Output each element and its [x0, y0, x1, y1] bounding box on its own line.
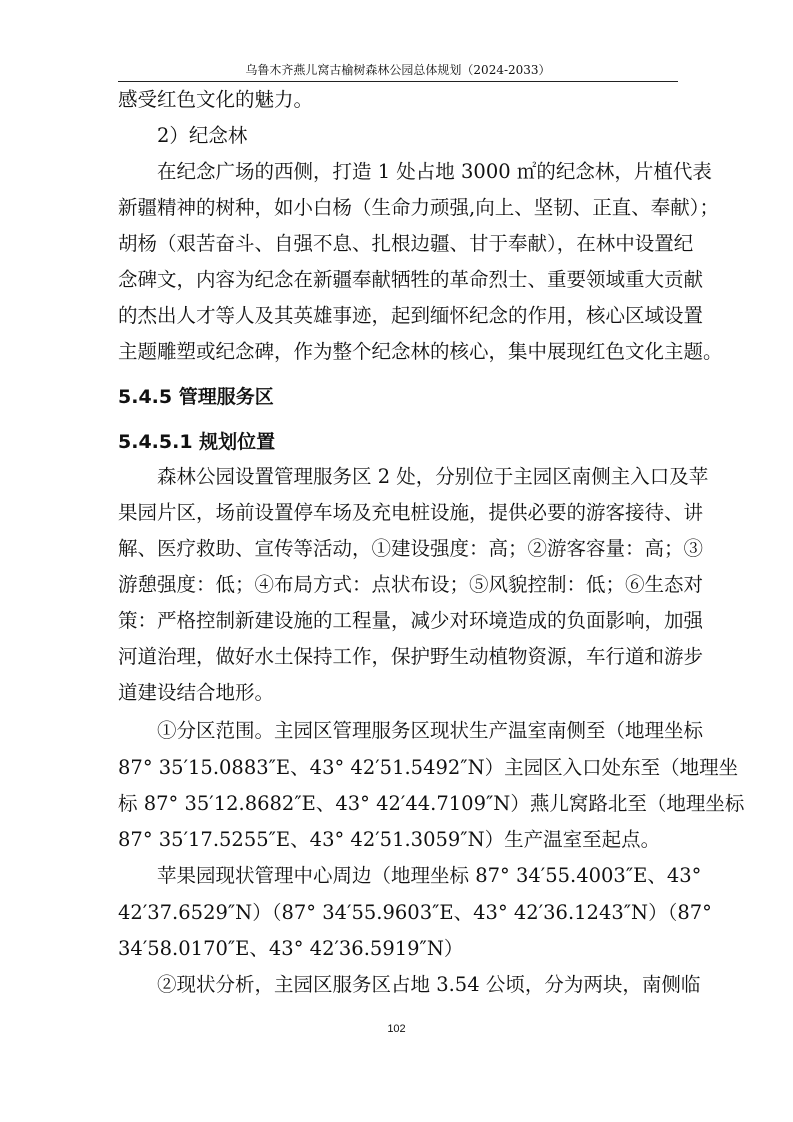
body-text-line: ①分区范围。主园区管理服务区现状生产温室南侧至（地理坐标 [157, 719, 704, 742]
page-header: 乌鲁木齐燕儿窝古榆树森林公园总体规划（2024-2033） [245, 63, 551, 77]
body-text-line: 策：严格控制新建设施的工程量，减少对环境造成的负面影响，加强 [118, 609, 704, 632]
subsection-heading: 5.4.5.1 规划位置 [118, 431, 276, 453]
page-number: 102 [387, 1023, 406, 1035]
body-text-line: 新疆精神的树种，如小白杨（生命力顽强,向上、坚韧、正直、奉献）； [118, 196, 719, 219]
body-text-line: 道建设结合地形。 [118, 681, 275, 704]
body-text-line: 34′58.0170″E、43° 42′36.5919″N） [118, 937, 464, 960]
subsection-label: 2）纪念林 [157, 124, 248, 147]
body-text-line: 在纪念广场的西侧，打造 1 处占地 3000 ㎡的纪念林，片植代表 [157, 160, 712, 183]
body-text-line: 主题雕塑或纪念碑，作为整个纪念林的核心，集中展现红色文化主题。 [118, 340, 723, 363]
body-text-line: 42′37.6529″N）（87° 34′55.9603″E、43° 42′36.1243″N）（87° [118, 901, 712, 924]
body-text-line: 苹果园现状管理中心周边（地理坐标 87° 34′55.4003″E、43° [157, 864, 702, 887]
body-text-line: ②现状分析，主园区服务区占地 3.54 公顷，分为两块，南侧临 [157, 973, 701, 996]
body-text-line: 游憩强度：低；④布局方式：点状布设；⑤风貌控制：低；⑥生态对 [118, 573, 704, 596]
body-text-line: 解、医疗救助、宣传等活动，①建设强度：高；②游客容量：高；③ [118, 537, 704, 560]
section-heading: 5.4.5 管理服务区 [118, 386, 274, 408]
body-text-line: 87° 35′15.0883″E、43° 42′51.5492″N）主园区入口处东至（地理坐 [118, 756, 739, 779]
body-text-line: 森林公园设置管理服务区 2 处，分别位于主园区南侧主入口及苹 [157, 465, 709, 488]
body-text-line: 感受红色文化的魅力。 [118, 88, 314, 111]
header-divider [118, 81, 678, 82]
body-text-line: 念碑文，内容为纪念在新疆奉献牺牲的革命烈士、重要领域重大贡献 [118, 268, 704, 291]
body-text-line: 标 87° 35′12.8682″E、43° 42′44.7109″N）燕儿窝路北至（地理坐标 [118, 792, 745, 815]
body-text-line: 果园片区，场前设置停车场及充电桩设施，提供必要的游客接待、讲 [118, 501, 704, 524]
body-text-line: 87° 35′17.5255″E、43° 42′51.3059″N）生产温室至起点。 [118, 828, 661, 851]
body-text-line: 的杰出人才等人及其英雄事迹，起到缅怀纪念的作用，核心区域设置 [118, 304, 704, 327]
body-text-line: 河道治理，做好水土保持工作，保护野生动植物资源，车行道和游步 [118, 645, 704, 668]
body-text-line: 胡杨（艰苦奋斗、自强不息、扎根边疆、甘于奉献），在林中设置纪 [118, 232, 694, 255]
